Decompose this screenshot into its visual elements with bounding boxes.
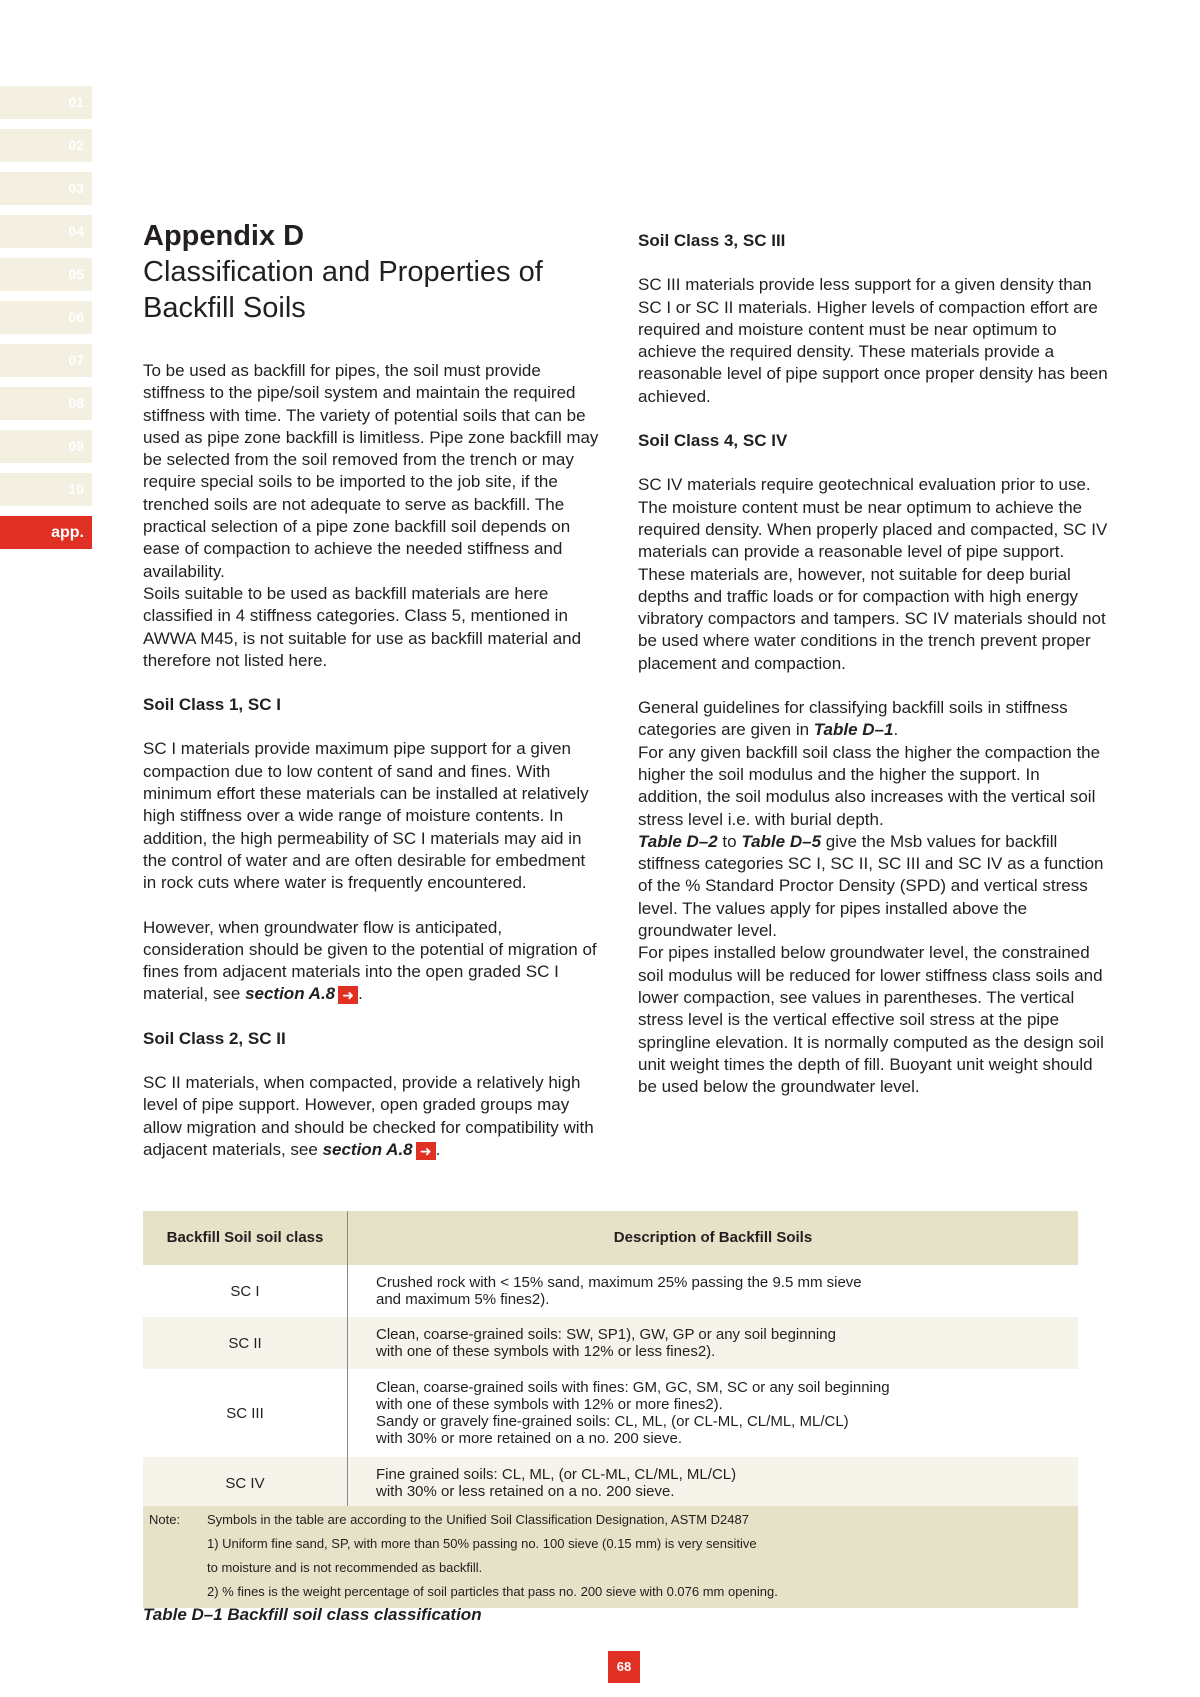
tab-06[interactable]: 06 xyxy=(0,301,92,334)
modulus-paragraph: For any given backfill soil class the higher the compaction the higher the soil modulus and the higher the support. In addition, the soil modulus also increases with the vertical soil stress level i.e. with burial depth. xyxy=(638,742,1101,829)
table-caption: Table D–1 Backfill soil class classification xyxy=(143,1605,482,1624)
tab-appendix[interactable]: app. xyxy=(0,516,92,549)
table-row xyxy=(143,1457,1078,1509)
cell-description: Clean, coarse-grained soils with fines: GM, GC, SM, SC or any soil beginning with one of these symbols with 12% or more fines2). Sandy or gravely fine-grained soils: CL, ML, (or CL-ML, CL/ML, ML/CL) with 30% or more retained on a no. 200 sieve. xyxy=(348,1369,1079,1457)
table-d1-link[interactable]: Table D–1 xyxy=(813,720,894,740)
table-row xyxy=(143,1317,1078,1369)
sc4-heading: Soil Class 4, SC IV xyxy=(638,431,788,451)
tab-01[interactable]: 01 xyxy=(0,86,92,119)
cell-class: SC III xyxy=(143,1369,348,1457)
tab-08[interactable]: 08 xyxy=(0,387,92,420)
cell-class: SC IV xyxy=(143,1457,348,1509)
page-title: Classification and Properties of Backfill Soils xyxy=(143,256,543,324)
tab-02[interactable]: 02 xyxy=(0,129,92,162)
intro-paragraph-2: Soils suitable to be used as backfill materials are here classified in 4 stiffness categories. Class 5, mentioned in AWWA M45, is not suitable for use as backfill material and therefore not listed here. xyxy=(143,583,582,670)
sc2-heading: Soil Class 2, SC II xyxy=(143,1028,286,1048)
tables-to: to xyxy=(722,831,737,851)
section-a8-link-2[interactable]: section A.8 xyxy=(322,1139,413,1159)
table-notes xyxy=(143,1506,1078,1608)
arrow-right-icon[interactable]: ➜ xyxy=(416,1142,436,1160)
appendix-label: Appendix D xyxy=(143,220,305,252)
note-text: Symbols in the table are according to the Unified Soil Classification Designation, ASTM D2487 xyxy=(207,1512,749,1527)
guidelines-text: General guidelines for classifying backfill soils in stiffness categories are given in xyxy=(638,698,1068,740)
groundwater-paragraph: For pipes installed below groundwater level, the constrained soil modulus will be reduced for lower stiffness class soils and lower compaction, see values in parentheses. The vertical stress level is the vertical effective soil stress at the pipe springline elevation. It is normally computed as the design soil unit weight times the depth of fill. Buoyant unit weight should be used below the groundwater level. xyxy=(638,943,1104,1097)
cell-class: SC II xyxy=(143,1317,348,1369)
cell-description: Fine grained soils: CL, ML, (or CL-ML, CL/ML, ML/CL) with 30% or less retained on a no. 200 sieve. xyxy=(348,1457,1079,1509)
note-text: 1) Uniform fine sand, SP, with more than 50% passing no. 100 sieve (0.15 mm) is very sensitive xyxy=(207,1536,757,1551)
tab-07[interactable]: 07 xyxy=(0,344,92,377)
chapter-tabs xyxy=(0,86,92,559)
guidelines-paragraph: General guidelines for classifying backfill soils in stiffness categories are given in Table D–1. xyxy=(638,698,1068,740)
tab-05[interactable]: 05 xyxy=(0,258,92,291)
intro-paragraph: To be used as backfill for pipes, the soil must provide stiffness to the pipe/soil system and maintain the required stiffness with time. The variety of potential soils that can be used as pipe zone backfill is limitless. Pipe zone backfill may be selected from the soil removed from the trench or may require special soils to be imported to the job site, if the trenched soils are not adequate to serve as backfill. The practical selection of a pipe zone backfill soil depends on ease of compaction to achieve the needed stiffness and availability. xyxy=(143,361,599,581)
tab-04[interactable]: 04 xyxy=(0,215,92,248)
table-d5-link[interactable]: Table D–5 xyxy=(741,831,822,851)
note-text: 2) % fines is the weight percentage of soil particles that pass no. 200 sieve with 0.076 mm opening. xyxy=(207,1584,778,1599)
cell-description: Crushed rock with < 15% sand, maximum 25% passing the 9.5 mm sieve and maximum 5% fines2). xyxy=(348,1265,1079,1317)
table-row xyxy=(143,1369,1078,1457)
sc3-paragraph: SC III materials provide less support for a given density than SC I or SC II materials. Higher levels of compaction effort are required and moisture content must be near optimum to achieve the required density. These materials provide a reasonable level of pipe support once proper density has been achieved. xyxy=(638,275,1108,406)
cell-description: Clean, coarse-grained soils: SW, SP1), GW, GP or any soil beginning with one of these symbols with 12% or less fines2). xyxy=(348,1317,1079,1369)
sc1-text: However, when groundwater flow is anticipated, consideration should be given to the potential of migration of fines from adjacent materials into the open graded SC I material, see xyxy=(143,917,597,1004)
tables-paragraph xyxy=(638,831,1108,942)
tab-09[interactable]: 09 xyxy=(0,430,92,463)
table-header-class: Backfill Soil soil class xyxy=(143,1211,348,1265)
sc1-heading: Soil Class 1, SC I xyxy=(143,695,281,715)
table-row xyxy=(143,1265,1078,1317)
note-label: Note: xyxy=(149,1512,181,1527)
sc1-paragraph: SC I materials provide maximum pipe support for a given compaction due to low content of sand and fines. With minimum effort these materials can be installed at relatively high stiffness over a wide range of moisture contents. In addition, the high permeability of SC I materials may aid in the control of water and are often desirable for embedment in rock cuts where water is frequently encountered. xyxy=(143,739,589,893)
tab-10[interactable]: 10 xyxy=(0,473,92,506)
sc2-text: SC II materials, when compacted, provide a relatively high level of pipe support. However, open graded groups may allow migration and should be checked for compatibility with adjacent materials, see xyxy=(143,1073,594,1159)
table-d2-link[interactable]: Table D–2 xyxy=(638,831,718,851)
backfill-table xyxy=(143,1211,1078,1509)
cell-class: SC I xyxy=(143,1265,348,1317)
table-header-description: Description of Backfill Soils xyxy=(348,1211,1079,1265)
sc4-paragraph: SC IV materials require geotechnical evaluation prior to use. The moisture content must be near optimum to achieve the required density. When properly placed and compacted, SC IV materials can provide a reasonable level of pipe support. These materials are, however, not suitable for deep burial depths and traffic loads or for compaction with high energy vibratory compactors and tampers. SC IV materials should not be used where water conditions in the trench prevent proper placement and compaction. xyxy=(638,475,1108,673)
page-number: 68 xyxy=(608,1651,640,1683)
section-a8-link[interactable]: section A.8 xyxy=(245,984,336,1004)
note-text: to moisture and is not recommended as backfill. xyxy=(207,1560,483,1575)
arrow-right-icon[interactable]: ➜ xyxy=(338,986,358,1004)
sc3-heading: Soil Class 3, SC III xyxy=(638,231,786,250)
sc1-paragraph-2: However, when groundwater flow is anticipated, consideration should be given to the potential of migration of fines from adjacent materials into the open graded SC I material, see section A.8 ➜ . xyxy=(143,917,597,1004)
tab-03[interactable]: 03 xyxy=(0,172,92,205)
tables-text: give the Msb values for backfill stiffness categories SC I, SC II, SC III and SC IV as a function of the % Standard Proctor Density (SPD) and vertical stress level. The values apply for pipes installed above the groundwater level. xyxy=(638,831,1104,941)
left-column xyxy=(143,218,603,1161)
sc2-paragraph: SC II materials, when compacted, provide a relatively high level of pipe support. However, open graded groups may allow migration and should be checked for compatibility with adjacent materials, see section A.8 ➜ . xyxy=(143,1073,594,1159)
right-column xyxy=(638,230,1108,1098)
